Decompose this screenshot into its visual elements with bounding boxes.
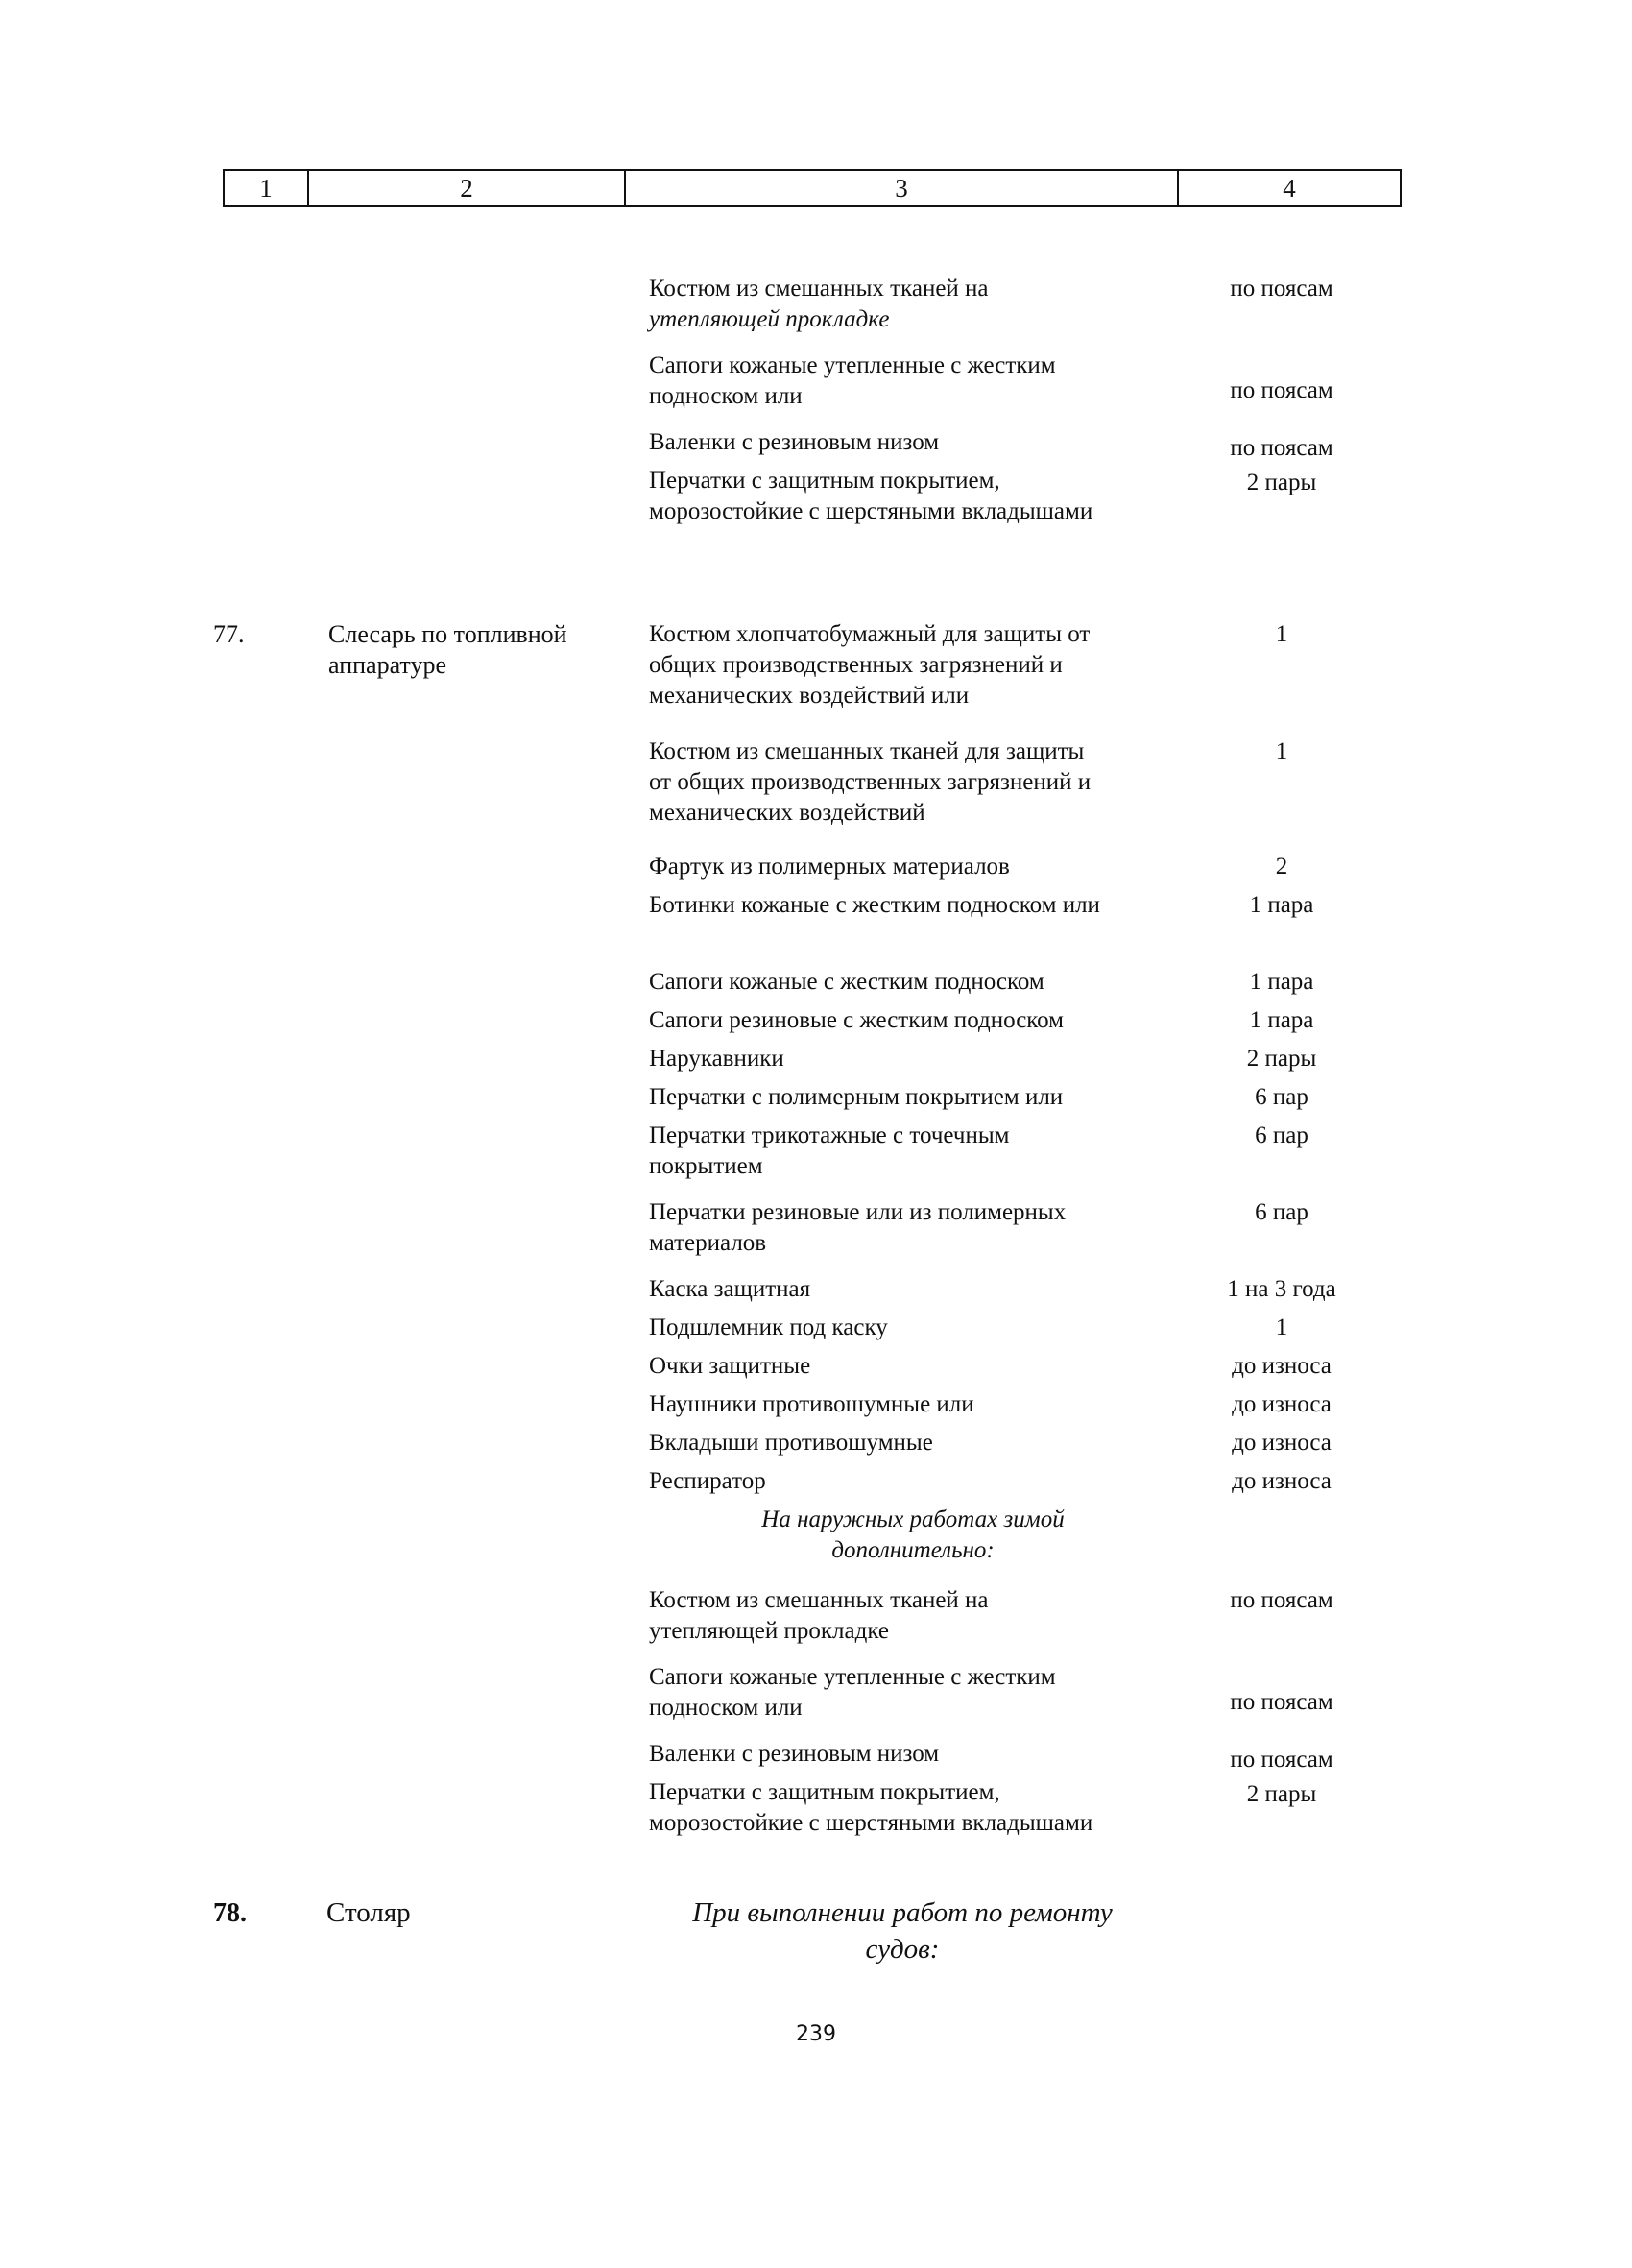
item-name: Костюм из смешанных тканей на <box>649 276 989 302</box>
item-name: Перчатки с полимерным покрытием или <box>649 1084 1064 1110</box>
item-name: Сапоги кожаные утепленные с жестким <box>649 1664 1056 1690</box>
item-name-cont: общих производственных загрязнений и <box>649 652 1063 678</box>
item-name: Нарукавники <box>649 1046 784 1072</box>
item-name: Каска защитная <box>649 1276 811 1302</box>
column-number-header <box>223 169 1402 207</box>
item-name: Сапоги кожаные с жестким подноском <box>649 969 1044 995</box>
item-name-cont: морозостойкие с шерстяными вкладышами <box>649 498 1093 524</box>
item-name-cont: морозостойкие с шерстяными вкладышами <box>649 1810 1093 1836</box>
item-qty: 1 пара <box>1249 892 1314 918</box>
item-qty: до износа <box>1232 1391 1332 1417</box>
item-name: Наушники противошумные или <box>649 1391 974 1417</box>
header-col-2: 2 <box>309 171 626 205</box>
item-name: Костюм хлопчатобумажный для защиты от <box>649 621 1091 647</box>
item-name: Фартук из полимерных материалов <box>649 854 1010 880</box>
item-qty: по поясам <box>1230 377 1333 403</box>
item-name-cont: от общих производственных загрязнений и <box>649 769 1092 795</box>
item-qty: 6 пар <box>1255 1199 1308 1225</box>
item-qty: 2 <box>1275 854 1288 880</box>
header-col-4: 4 <box>1283 173 1296 203</box>
item-qty: 2 пары <box>1246 1781 1317 1807</box>
profession-name: Слесарь по топливной <box>328 620 567 648</box>
item-name: Перчатки трикотажные с точечным <box>649 1122 1010 1148</box>
item-name-cont: утепляющей прокладке <box>649 306 890 332</box>
item-name: Перчатки с защитным покрытием, <box>649 1779 1000 1805</box>
header-col-1: 1 <box>225 171 309 205</box>
item-qty: 2 пары <box>1246 470 1317 495</box>
item-name: Перчатки с защитным покрытием, <box>649 468 1000 494</box>
item-name: Костюм из смешанных тканей на <box>649 1587 989 1613</box>
item-name: Сапоги резиновые с жестким подноском <box>649 1007 1065 1033</box>
item-qty: по поясам <box>1230 435 1333 461</box>
work-condition-heading-cont: судов: <box>865 1934 940 1965</box>
item-qty: по поясам <box>1230 276 1333 302</box>
item-qty: по поясам <box>1230 1587 1333 1613</box>
item-name-cont: покрытием <box>649 1153 763 1179</box>
item-qty: по поясам <box>1230 1689 1333 1715</box>
item-qty: до износа <box>1232 1430 1332 1456</box>
item-name-cont: материалов <box>649 1230 767 1256</box>
work-condition-heading: При выполнении работ по ремонту <box>692 1897 1113 1928</box>
item-qty: 1 <box>1275 621 1288 647</box>
item-qty: 1 <box>1275 738 1288 764</box>
item-name: Сапоги кожаные утепленные с жестким <box>649 352 1056 378</box>
item-qty: 1 пара <box>1249 969 1314 995</box>
item-qty: 2 пары <box>1246 1046 1317 1072</box>
item-qty: 6 пар <box>1255 1084 1308 1110</box>
item-name-cont: механических воздействий или <box>649 683 970 709</box>
item-qty: 1 <box>1275 1315 1288 1340</box>
item-name: Костюм из смешанных тканей для защиты <box>649 738 1085 764</box>
item-qty: до износа <box>1232 1468 1332 1494</box>
item-name: Респиратор <box>649 1468 766 1494</box>
item-name-cont: подноском или <box>649 383 803 409</box>
item-name-cont: механических воздействий <box>649 800 925 826</box>
item-qty: 6 пар <box>1255 1122 1308 1148</box>
profession-name: Столяр <box>326 1897 411 1928</box>
item-name: Ботинки кожаные с жестким подноском или <box>649 892 1100 918</box>
item-name: Валенки с резиновым низом <box>649 429 940 455</box>
item-qty: 1 пара <box>1249 1007 1314 1033</box>
winter-section-heading-cont: дополнительно: <box>831 1537 995 1563</box>
header-col-3: 3 <box>626 171 1179 205</box>
profession-name-cont: аппаратуре <box>328 651 446 679</box>
row-number: 78. <box>213 1898 247 1928</box>
item-name: Валенки с резиновым низом <box>649 1741 940 1767</box>
item-qty: по поясам <box>1230 1747 1333 1773</box>
item-name: Вкладыши противошумные <box>649 1430 933 1456</box>
row-number: 77. <box>213 620 245 648</box>
item-qty: 1 на 3 года <box>1227 1276 1336 1302</box>
item-name: Очки защитные <box>649 1353 811 1379</box>
item-qty: до износа <box>1232 1353 1332 1379</box>
item-name: Подшлемник под каску <box>649 1315 888 1340</box>
item-name-cont: утепляющей прокладке <box>649 1618 889 1644</box>
item-name-cont: подноском или <box>649 1695 803 1721</box>
page-number: 239 <box>796 2022 836 2046</box>
winter-section-heading: На наружных работах зимой <box>761 1507 1065 1532</box>
item-name: Перчатки резиновые или из полимерных <box>649 1199 1067 1225</box>
